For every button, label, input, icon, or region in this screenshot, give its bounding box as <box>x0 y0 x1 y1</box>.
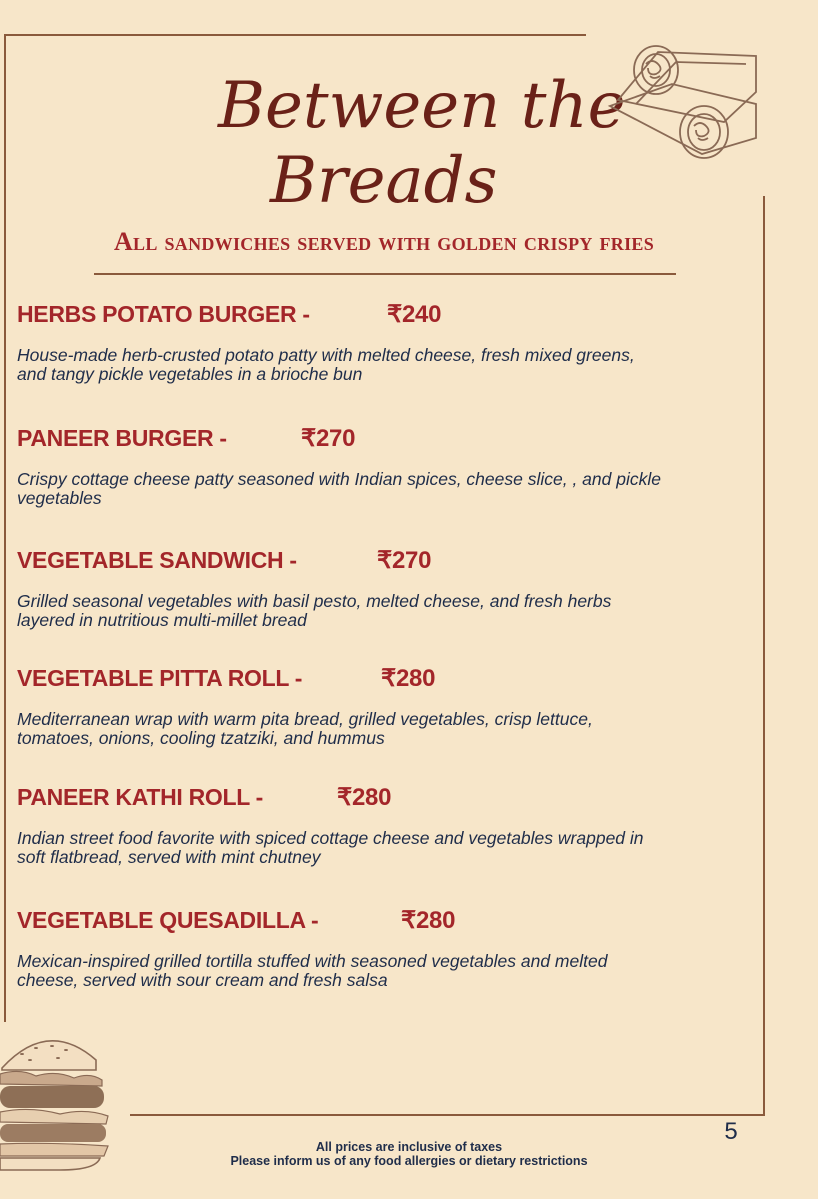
subtitle-divider <box>94 273 676 275</box>
frame-left-line <box>4 34 6 1022</box>
page-title-line1: Between the <box>218 69 626 143</box>
menu-item-description-line: Indian street food favorite with spiced cottage cheese and vegetables wrapped in <box>17 828 644 848</box>
menu-item-name: VEGETABLE QUESADILLA - <box>17 907 319 933</box>
menu-item-description-line: soft flatbread, served with mint chutney <box>17 847 321 867</box>
menu-item <box>17 300 752 384</box>
menu-item-price: ₹240 <box>387 301 442 328</box>
menu-item-description-line: Crispy cottage cheese patty seasoned with Indian spices, cheese slice, , and pickle <box>17 469 661 489</box>
page-title <box>200 52 626 222</box>
menu-item-description-line: Grilled seasonal vegetables with basil pesto, melted cheese, and fresh herbs <box>17 591 612 611</box>
menu-item-price: ₹270 <box>301 425 356 452</box>
frame-top-line <box>4 34 586 36</box>
menu-item-description-line: vegetables <box>17 488 102 508</box>
menu-item-description-line: layered in nutritious multi-millet bread <box>17 610 307 630</box>
menu-item-name: PANEER KATHI ROLL - <box>17 784 264 810</box>
menu-item-description-line: Mexican-inspired grilled tortilla stuffed with seasoned vegetables and melted <box>17 951 608 971</box>
menu-item-price: ₹280 <box>337 784 392 811</box>
subtitle: All sandwiches served with golden crispy fries <box>113 227 655 256</box>
menu-item <box>17 664 752 748</box>
menu-item-description-line: Mediterranean wrap with warm pita bread, grilled vegetables, crisp lettuce, <box>17 709 593 729</box>
page-number: 5 <box>724 1118 738 1145</box>
menu-item-name: PANEER BURGER - <box>17 425 227 451</box>
menu-item-price: ₹280 <box>381 665 436 692</box>
menu-item-description-line: and tangy pickle vegetables in a brioche bun <box>17 364 363 384</box>
menu-item-description-line: House-made herb-crusted potato patty with melted cheese, fresh mixed greens, <box>17 345 635 365</box>
menu-item <box>17 906 752 990</box>
menu-item-name: VEGETABLE PITTA ROLL - <box>17 665 303 691</box>
menu-item <box>17 546 752 630</box>
footer-taxes-note: All prices are inclusive of taxes <box>315 1140 503 1154</box>
menu-item-name: VEGETABLE SANDWICH - <box>17 547 297 573</box>
frame-bottom-line <box>130 1114 765 1116</box>
footer-note <box>0 1140 818 1168</box>
menu-item-name: HERBS POTATO BURGER - <box>17 301 310 327</box>
menu-item-price: ₹270 <box>377 547 432 574</box>
page-title-line2: Breads <box>270 144 498 218</box>
menu-item <box>17 424 752 508</box>
footer-allergy-note: Please inform us of any food allergies or dietary restrictions <box>230 1154 588 1168</box>
menu-item-description-line: tomatoes, onions, cooling tzatziki, and hummus <box>17 728 385 748</box>
menu-item-description-line: cheese, served with sour cream and fresh salsa <box>17 970 388 990</box>
menu-item-price: ₹280 <box>401 907 456 934</box>
wrap-roll-icon <box>606 42 762 166</box>
menu-item <box>17 783 752 867</box>
frame-right-line <box>763 196 765 1116</box>
